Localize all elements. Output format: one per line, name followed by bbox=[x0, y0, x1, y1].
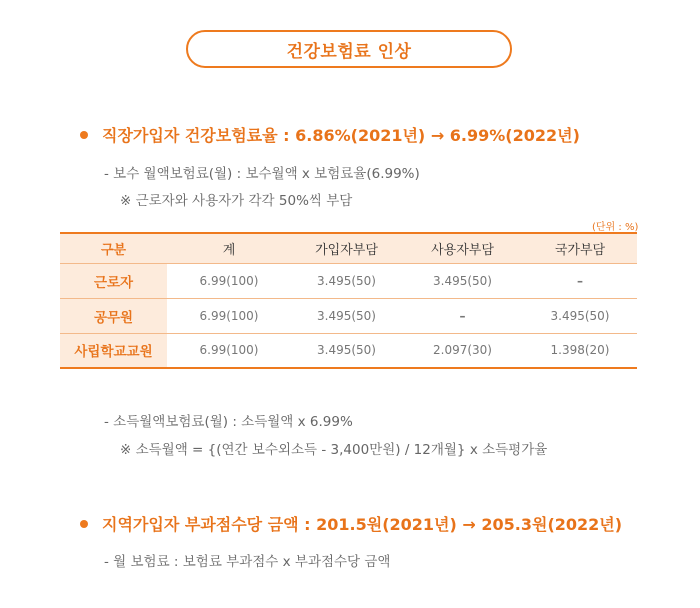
table-row bbox=[60, 298, 637, 333]
cell-state: – bbox=[523, 263, 637, 298]
bullet-employee-rate bbox=[80, 123, 580, 146]
header-state: 국가부담 bbox=[523, 233, 637, 263]
header-total: 계 bbox=[167, 233, 291, 263]
header-employer: 사용자부담 bbox=[402, 233, 523, 263]
table-row bbox=[60, 263, 637, 298]
cell-total: 6.99(100) bbox=[167, 263, 291, 298]
title-pill bbox=[186, 30, 512, 68]
bullet-regional-amount bbox=[80, 512, 622, 535]
table-header-row bbox=[60, 233, 637, 263]
cell-employer: 2.097(30) bbox=[402, 333, 523, 368]
bullet-dot-icon bbox=[80, 520, 88, 528]
income-premium-note: - 소득월액보험료(월) : 소득월액 x 6.99% bbox=[104, 414, 353, 430]
employee-rate-heading: 직장가입자 건강보험료율 : 6.86%(2021년) → 6.99%(2022년) bbox=[102, 126, 580, 145]
row-label: 공무원 bbox=[60, 298, 167, 333]
burden-share-note: ※ 근로자와 사용자가 각각 50%씩 부담 bbox=[120, 193, 353, 209]
cell-total: 6.99(100) bbox=[167, 333, 291, 368]
regional-amount-heading: 지역가입자 부과점수당 금액 : 201.5원(2021년) → 205.3원(2022년) bbox=[102, 515, 623, 534]
monthly-premium-note: - 월 보험료 : 보험료 부과점수 x 부과점수당 금액 bbox=[104, 554, 391, 570]
header-category: 구분 bbox=[60, 233, 167, 263]
header-subscriber: 가입자부담 bbox=[291, 233, 402, 263]
row-label: 근로자 bbox=[60, 263, 167, 298]
bullet-dot-icon bbox=[80, 131, 88, 139]
row-label: 사립학교교원 bbox=[60, 333, 167, 368]
page-title: 건강보험료 인상 bbox=[286, 41, 412, 62]
table-row bbox=[60, 333, 637, 368]
cell-state: 1.398(20) bbox=[523, 333, 637, 368]
burden-table bbox=[60, 232, 637, 369]
cell-subscriber: 3.495(50) bbox=[291, 263, 402, 298]
cell-state: 3.495(50) bbox=[523, 298, 637, 333]
wage-premium-note: - 보수 월액보험료(월) : 보수월액 x 보험료율(6.99%) bbox=[104, 166, 420, 182]
cell-total: 6.99(100) bbox=[167, 298, 291, 333]
cell-subscriber: 3.495(50) bbox=[291, 298, 402, 333]
cell-employer: 3.495(50) bbox=[402, 263, 523, 298]
cell-subscriber: 3.495(50) bbox=[291, 333, 402, 368]
unit-label: (단위 : %) bbox=[592, 222, 639, 233]
income-formula-note: ※ 소득월액 = {(연간 보수외소득 - 3,400만원) / 12개월} x 소득평가율 bbox=[120, 442, 548, 458]
cell-employer: – bbox=[402, 298, 523, 333]
